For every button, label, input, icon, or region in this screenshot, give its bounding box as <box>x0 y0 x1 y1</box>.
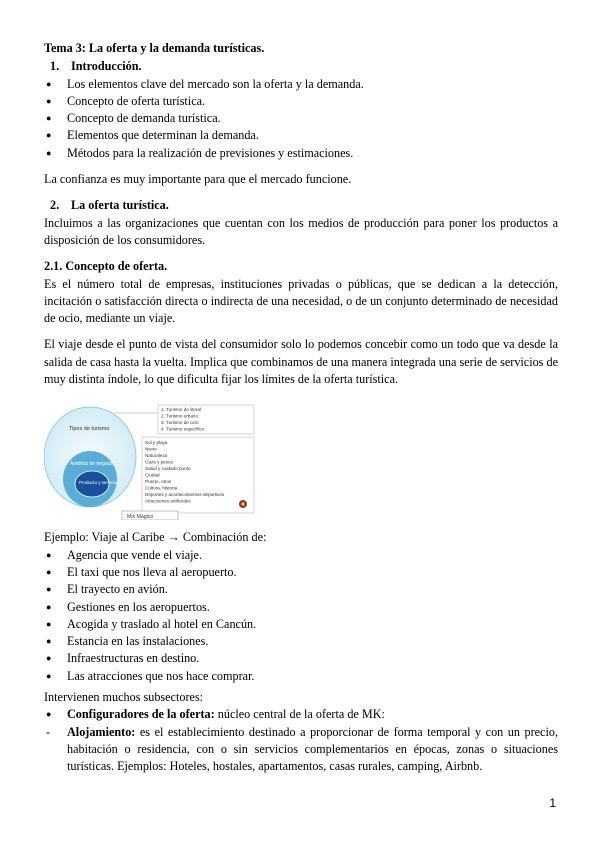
bullet-icon: ● <box>46 584 52 595</box>
mix-label: Mix Mágico <box>127 514 154 521</box>
subsectors-intro: Intervienen muchos subsectores: <box>44 690 204 705</box>
area-line: Caza y pesca <box>145 459 173 465</box>
section-2-heading <box>44 197 558 214</box>
area-line: Ciudad <box>145 472 160 478</box>
area-line: Atracciones artificiales <box>145 498 191 504</box>
intro-note: La confianza es muy importante para que el mercado funcione. <box>44 172 352 187</box>
section-1-title: Introducción. <box>71 59 142 74</box>
section-2-title: La oferta turística. <box>71 198 169 213</box>
bullet-icon: ● <box>46 670 52 681</box>
list-item: ● Gestiones en los aeropuertos. <box>44 599 558 616</box>
bullet-icon: ● <box>46 618 52 629</box>
area-line: Puerto, otros <box>145 479 172 485</box>
bullet-icon: ● <box>46 601 52 612</box>
type-line: 2. Turismo urbano <box>161 413 199 419</box>
area-line: Deportes y acontecimientos deportivos <box>145 492 225 498</box>
bullet-icon: ● <box>46 636 52 647</box>
type-line: 3. Turismo de ocio <box>161 420 199 426</box>
intro-bullet-list <box>44 76 558 162</box>
list-item: ● Métodos para la realización de previsiones y estimaciones. <box>44 145 558 162</box>
outer-label: Tipos de turismo <box>69 426 110 433</box>
section-2-text: Incluimos a las organizaciones que cuentan con los medios de producción para poner los productos a disposición de los consumidores. <box>44 215 558 247</box>
area-line: Salud y cuidado punto <box>145 466 191 472</box>
section-2-1-heading: 2.1. Concepto de oferta. <box>44 259 168 274</box>
list-item: ● Estancia en las instalaciones. <box>44 633 558 650</box>
bullet-icon: ● <box>46 113 52 124</box>
bullet-icon: ● <box>46 147 52 158</box>
middle-label: Ámbitos de negocio <box>70 461 114 468</box>
section-1-heading <box>44 58 558 75</box>
page-title: Tema 3: La oferta y la demanda turísticas. <box>44 41 265 55</box>
section-2-1-paragraph-1: Es el número total de empresas, instituciones privadas o públicas, que se dedican a la detección, incitación o satisfacción directa o indirecta de una necesidad, o de un conjunto determinado de necesidad de ocio, mediante un viaje. <box>44 276 558 326</box>
document-page <box>44 40 558 776</box>
bullet-icon: ● <box>46 549 52 560</box>
list-item: ● Concepto de demanda turística. <box>44 110 558 127</box>
diagram-svg <box>44 393 260 520</box>
section-2-1-paragraph-2: El viaje desde el punto de vista del consumidor solo lo podemos concebir como un todo que va desde la salida de casa hasta la vuelta. Implica que combinamos de una manera integrada una serie de servicios de muy distinta índole, lo que dificulta fijar los límites de la oferta turística. <box>44 337 558 387</box>
list-item: ● Los elementos clave del mercado son la oferta y la demanda. <box>44 76 558 93</box>
list-item: ● El taxi que nos lleva al aeropuerto. <box>44 564 558 581</box>
bullet-icon: ● <box>46 78 52 89</box>
area-line: Nieve <box>145 446 157 452</box>
example-intro: Ejemplo: Viaje al Caribe → Combinación de: <box>44 530 267 545</box>
type-line: 1. Turismo de litoral <box>161 407 202 413</box>
alojamiento-item: - Alojamiento: es el establecimiento destinado a proporcionar de forma temporal y con un precio, habitación o residencia, con o sin servicios complementarios en épocas, zonas o situaciones turísticas. Ejemplos: Hoteles, hostales, apartamentos, casas rurales, camping, Airbnb. <box>44 724 558 776</box>
type-line: 4. Turismo específico <box>161 426 205 432</box>
list-item: ● Acogida y traslado al hotel en Cancún. <box>44 616 558 633</box>
page-number: 1 <box>549 796 556 810</box>
list-item: ● Agencia que vende el viaje. <box>44 547 558 564</box>
bullet-icon: ● <box>46 95 52 106</box>
section-2-number: 2. <box>50 198 60 213</box>
list-item: ● Elementos que determinan la demanda. <box>44 127 558 144</box>
area-line: Naturaleza <box>145 453 168 459</box>
area-line: Sol y playa <box>145 440 168 446</box>
example-bullet-list <box>44 547 558 685</box>
list-item: ● El trayecto en avión. <box>44 581 558 598</box>
subsectors-list <box>44 706 558 723</box>
area-line: Cultura, historia <box>145 485 178 491</box>
inner-label: Producto y servicio <box>79 480 118 486</box>
bullet-icon: ● <box>46 130 52 141</box>
list-item: ● Las atracciones que nos hace comprar. <box>44 668 558 685</box>
tourism-offer-diagram <box>44 393 260 520</box>
dash-icon: - <box>46 724 51 739</box>
list-item: ● Concepto de oferta turística. <box>44 93 558 110</box>
bullet-icon: ● <box>46 653 52 664</box>
bullet-icon: ● <box>46 709 52 720</box>
list-item: ● Configuradores de la oferta: núcleo central de la oferta de MK: <box>44 706 558 723</box>
section-1-number: 1. <box>50 59 60 74</box>
list-item: ● Infraestructuras en destino. <box>44 650 558 667</box>
bullet-icon: ● <box>46 566 52 577</box>
